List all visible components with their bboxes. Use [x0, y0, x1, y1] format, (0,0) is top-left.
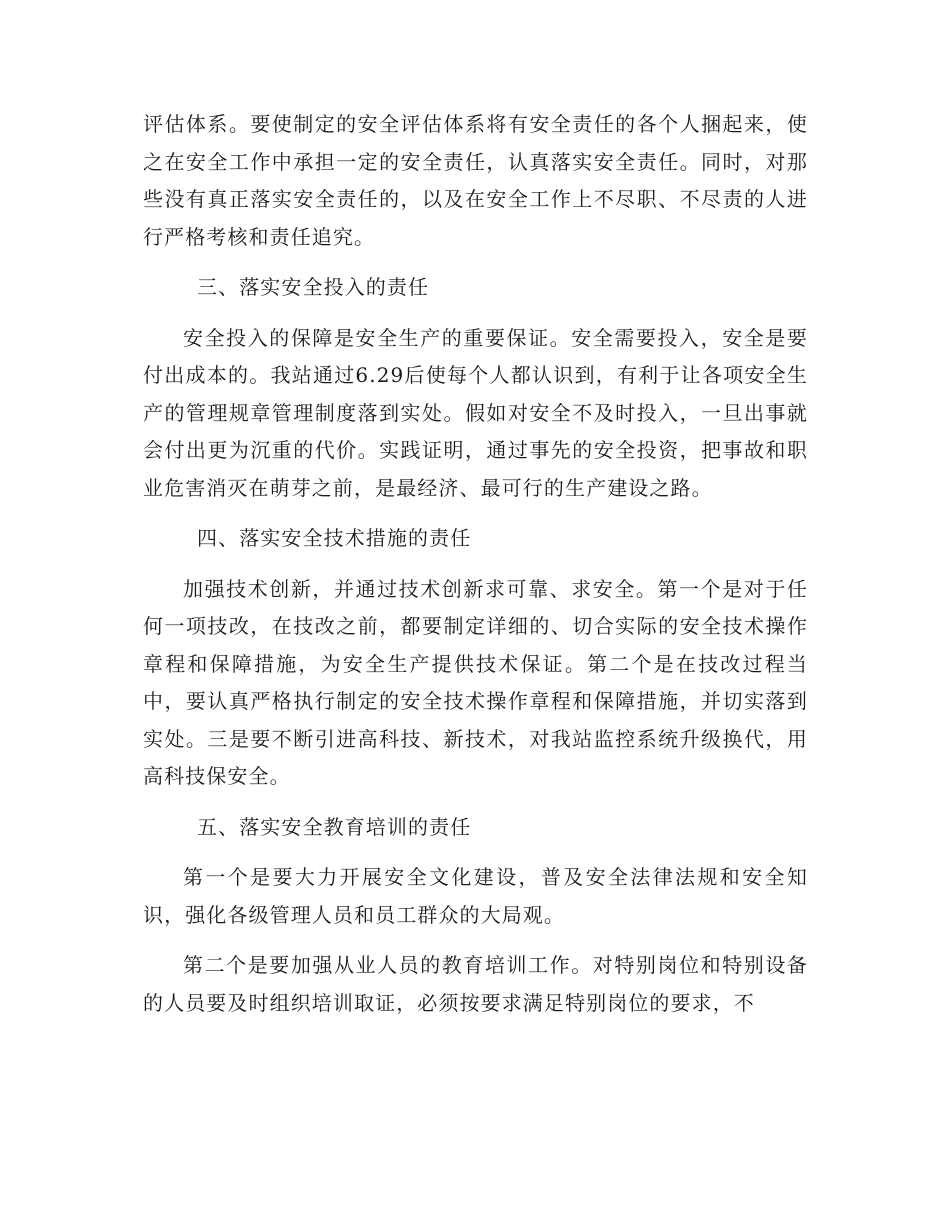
section-heading-4: 四、落实安全技术措施的责任 [197, 526, 472, 550]
section-heading-5: 五、落实安全教育培训的责任 [197, 814, 472, 839]
paragraph-continued: 评估体系。要使制定的安全评估体系将有安全责任的各个人捆起来，使之在安全工作中承担一定的安全责任，认真落实安全责任。同时，对那些没有真正落实安全责任的，以及在安全工作上不尽职、不尽责的人进行严格考核和责任追究。 [143, 112, 808, 249]
document-body [143, 106, 808, 1035]
paragraph-safety-culture: 第一个是要大力开展安全文化建设，普及安全法律法规和安全知识，强化各级管理人员和员工群众的大局观。 [143, 865, 808, 927]
paragraph-training: 第二个是要加强从业人员的教育培训工作。对特别岗位和特别设备的人员要及时组织培训取证，必须按要求满足特别岗位的要求，不 [143, 953, 808, 1015]
paragraph-safety-investment: 安全投入的保障是安全生产的重要保证。安全需要投入，安全是要付出成本的。我站通过6.29后使每个人都认识到，有利于让各项安全生产的管理规章管理制度落到实处。假如对安全不及时投入，一旦出事就会付出更为沉重的代价。实践证明，通过事先的安全投资，把事故和职业危害消灭在萌芽之前，是最经济、最可行的生产建设之路。 [143, 325, 808, 500]
section-heading-3: 三、落实安全投入的责任 [197, 275, 430, 299]
paragraph-technical-measures: 加强技术创新，并通过技术创新求可靠、求安全。第一个是对于任何一项技改，在技改之前，都要制定详细的、切合实际的安全技术操作章程和保障措施，为安全生产提供技术保证。第二个是在技改过程当中，要认真严格执行制定的安全技术操作章程和保障措施，并切实落到实处。三是要不断引进高科技、新技术，对我站监控系统升级换代，用高科技保安全。 [143, 576, 808, 788]
